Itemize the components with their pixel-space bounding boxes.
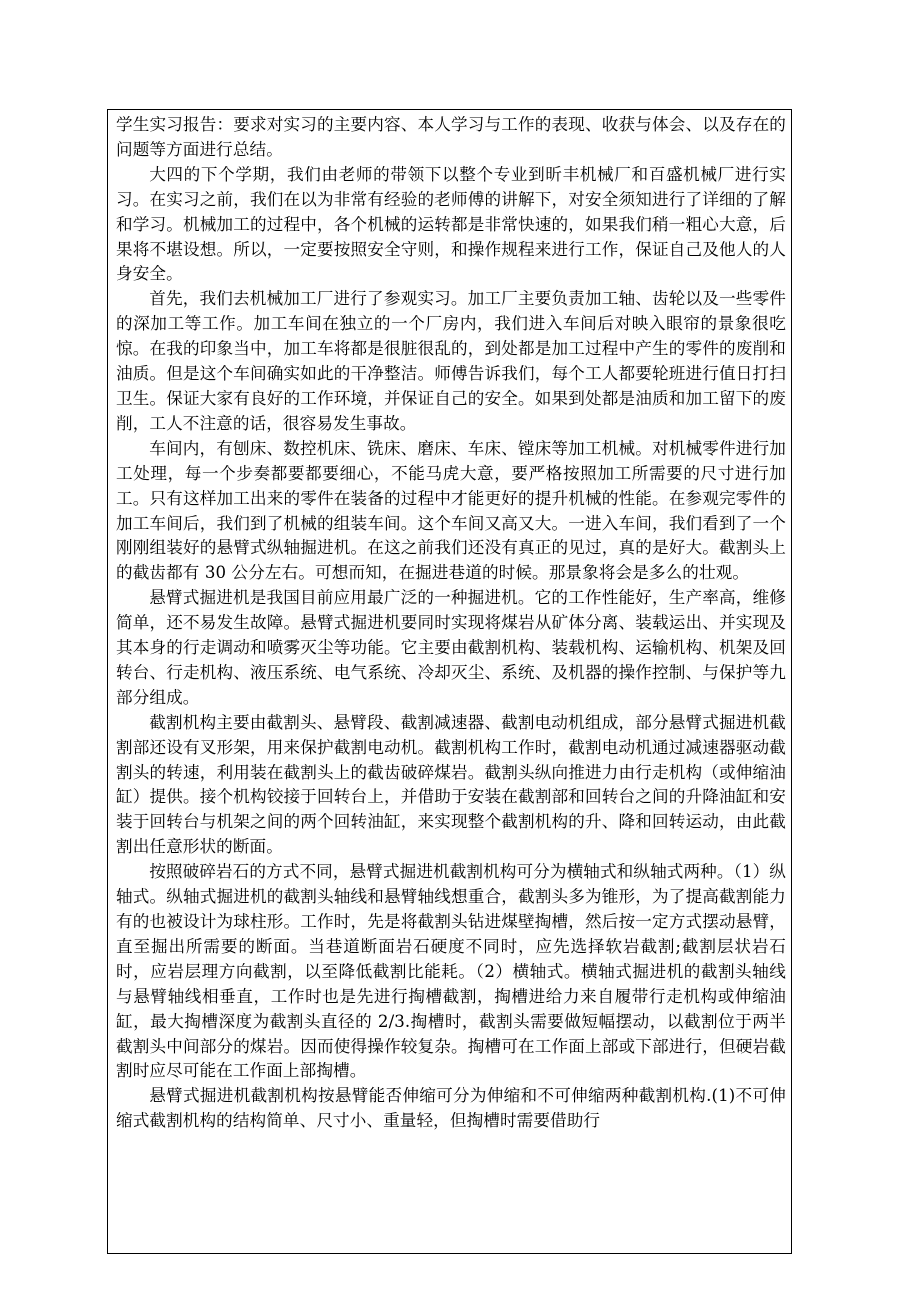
paragraph-workshop-machines: 车间内，有刨床、数控机床、铣床、磨床、车床、镗床等加工机械。对机械零件进行加工处理，每一个步奏都要都要细心，不能马虎大意，要严格按照加工所需要的尺寸进行加工。只有这样加工出来的零件在装备的过程中才能更好的提升机械的性能。在参观完零件的加工车间后，我们到了机械的组装车间。这个车间又高又大。一进入车间，我们看到了一个刚刚组装好的悬臂式纵轴掘进机。在这之前我们还没有真正的见过，真的是好大。截割头上的截齿都有 30 公分左右。可想而知，在掘进巷道的时候。那景象将会是多么的壮观。 xyxy=(116,438,786,583)
report-table-cell xyxy=(107,109,792,1254)
paragraph-cutting-types: 按照破碎岩石的方式不同，悬臂式掘进机截割机构可分为横轴式和纵轴式两种。（1）纵轴式。纵轴式掘进机的截割头轴线和悬臂轴线想重合，截割头多为锥形，为了提高截割能力有的也被设计为球柱形。工作时，先是将截割头钻进煤壁掏槽，然后按一定方式摆动悬臂，直至掘出所需要的断面。当巷道断面岩石硬度不同时，应先选择软岩截割;截割层状岩石时，应岩层理方向截割，以至降低截割比能耗。（2）横轴式。横轴式掘进机的截割头轴线与悬臂轴线相垂直，工作时也是先进行掏槽截割，掏槽进给力来自履带行走机构或伸缩油缸，最大掏槽深度为截割头直径的 2/3.掏槽时，截割头需要做短幅摆动，以截割位于两半截割头中间部分的煤岩。因而使得操作较复杂。掏槽可在工作面上部或下部进行，但硬岩截割时应尽可能在工作面上部掏槽。 xyxy=(116,862,786,1081)
report-body xyxy=(108,110,791,1134)
paragraph-cutting-mechanism: 截割机构主要由截割头、悬臂段、截割减速器、截割电动机组成，部分悬臂式掘进机截割部还设有叉形架，用来保护截割电动机。截割机构工作时，截割电动机通过减速器驱动截割头的转速，利用装在截割头上的截齿破碎煤岩。截割头纵向推进力由行走机构（或伸缩油缸）提供。接个机构铰接于回转台上，并借助于安装在截割部和回转台之间的升降油缸和安装于回转台与机架之间的两个回转油缸，来实现整个截割机构的升、降和回转运动，由此截割出任意形状的断面。 xyxy=(116,712,786,857)
report-instruction-header: 学生实习报告：要求对实习的主要内容、本人学习与工作的表现、收获与体会、以及存在的问题等方面进行总结。 xyxy=(116,115,786,159)
paragraph-machining-plant-visit: 首先，我们去机械加工厂进行了参观实习。加工厂主要负责加工轴、齿轮以及一些零件的深加工等工作。加工车间在独立的一个厂房内，我们进入车间后对映入眼帘的景象很吃惊。在我的印象当中，加工车将都是很脏很乱的，到处都是加工过程中产生的零件的废削和油质。但是这个车间确实如此的干净整洁。师傅告诉我们，每个工人都要轮班进行值日打扫卫生。保证大家有良好的工作环境，并保证自己的安全。如果到处都是油质和加工留下的废削，工人不注意的话，很容易发生事故。 xyxy=(116,289,786,433)
paragraph-telescopic-types: 悬臂式掘进机截割机构按悬臂能否伸缩可分为伸缩和不可伸缩两种截割机构.(1)不可伸缩式截割机构的结构简单、尺寸小、重量轻，但掏槽时需要借助行 xyxy=(116,1086,786,1131)
paragraph-internship-safety: 大四的下个学期，我们由老师的带领下以整个专业到昕丰机械厂和百盛机械厂进行实习。在实习之前，我们在以为非常有经验的老师傅的讲解下，对安全须知进行了详细的了解和学习。机械加工的过程中，各个机械的运转都是非常快速的，如果我们稍一粗心大意，后果将不堪设想。所以，一定要按照安全守则，和操作规程来进行工作，保证自己及他人的人身安全。 xyxy=(116,164,786,284)
paragraph-roadheader-overview: 悬臂式掘进机是我国目前应用最广泛的一种掘进机。它的工作性能好，生产率高，维修简单，还不易发生故障。悬臂式掘进机要同时实现将煤岩从矿体分离、装载运出、并实现及其本身的行走调动和喷雾灭尘等功能。它主要由截割机构、装载机构、运输机构、机架及回转台、行走机构、液压系统、电气系统、冷却灭尘、系统、及机器的操作控制、与保护等九部分组成。 xyxy=(116,588,786,707)
